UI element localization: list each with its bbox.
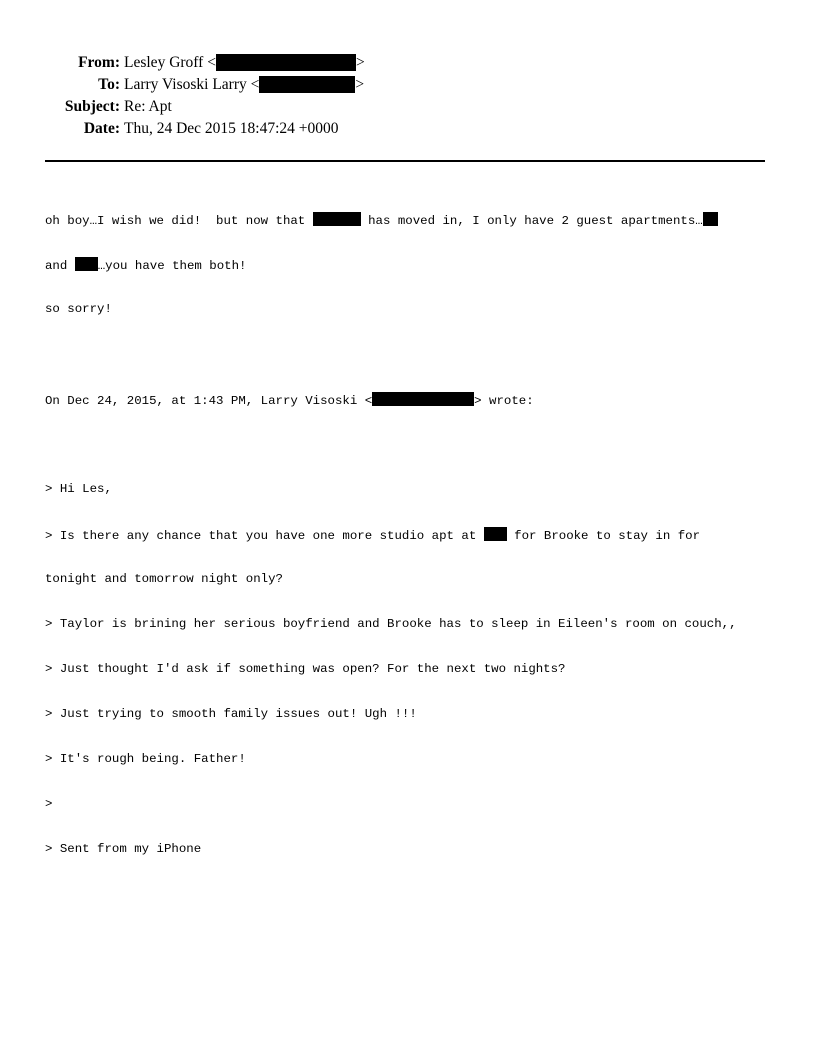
to-value xyxy=(124,74,364,96)
subject-label: Subject: xyxy=(64,98,120,115)
body-text-segment: …you have them both! xyxy=(97,259,247,273)
redacted-to-email xyxy=(259,76,355,93)
from-label: From: xyxy=(78,54,120,71)
body-text-segment: On Dec 24, 2015, at 1:43 PM, Larry Visoski < xyxy=(45,394,373,408)
date-row xyxy=(0,118,816,140)
from-name: Lesley Groff < xyxy=(124,54,216,71)
quoted-line: > Taylor is brining her serious boyfriend and Brooke has to sleep in Eileen's room on couch,, xyxy=(45,617,737,631)
redacted-from-email xyxy=(216,54,356,71)
body-text-segment: > Is there any chance that you have one more studio apt at xyxy=(45,529,484,543)
blank-line xyxy=(45,347,785,362)
body-text-segment: > wrote: xyxy=(474,394,534,408)
reply-attribution xyxy=(45,392,785,407)
to-label: To: xyxy=(98,76,120,93)
quoted-line: > Just trying to smooth family issues out! Ugh !!! xyxy=(45,707,417,721)
from-value xyxy=(124,52,365,74)
body-line xyxy=(45,212,785,227)
body-text-segment: has moved in, I only have 2 guest apartments… xyxy=(360,214,703,228)
blank-line xyxy=(45,437,785,452)
quoted-line: > Hi Les, xyxy=(45,482,112,496)
redacted-name xyxy=(313,212,361,226)
body-line: so sorry! xyxy=(45,302,112,316)
quoted-line: > Sent from my iPhone xyxy=(45,842,202,856)
redacted-email xyxy=(372,392,474,406)
to-close: > xyxy=(355,76,365,93)
quoted-line: > xyxy=(45,797,53,811)
redacted-name xyxy=(703,212,718,226)
quoted-line: > Just thought I'd ask if something was open? For the next two nights? xyxy=(45,662,566,676)
body-text-segment: for Brooke to stay in for xyxy=(506,529,701,543)
redacted-name xyxy=(75,257,98,271)
from-close: > xyxy=(355,54,365,71)
body-line xyxy=(45,257,785,272)
redacted-location xyxy=(484,527,507,541)
to-row xyxy=(0,74,816,96)
email-body xyxy=(45,182,785,872)
body-text-segment: oh boy…I wish we did! but now that xyxy=(45,214,313,228)
from-row xyxy=(0,52,816,74)
subject-row xyxy=(0,96,816,118)
quoted-line: > It's rough being. Father! xyxy=(45,752,246,766)
quoted-line xyxy=(45,527,785,542)
email-header xyxy=(0,52,816,140)
to-name: Larry Visoski Larry < xyxy=(124,76,260,93)
date-value: Thu, 24 Dec 2015 18:47:24 +0000 xyxy=(124,120,339,137)
date-label: Date: xyxy=(83,120,120,137)
subject-value: Re: Apt xyxy=(124,98,172,115)
quoted-line: tonight and tomorrow night only? xyxy=(45,572,283,586)
header-divider xyxy=(45,160,765,162)
body-text-segment: and xyxy=(45,259,75,273)
